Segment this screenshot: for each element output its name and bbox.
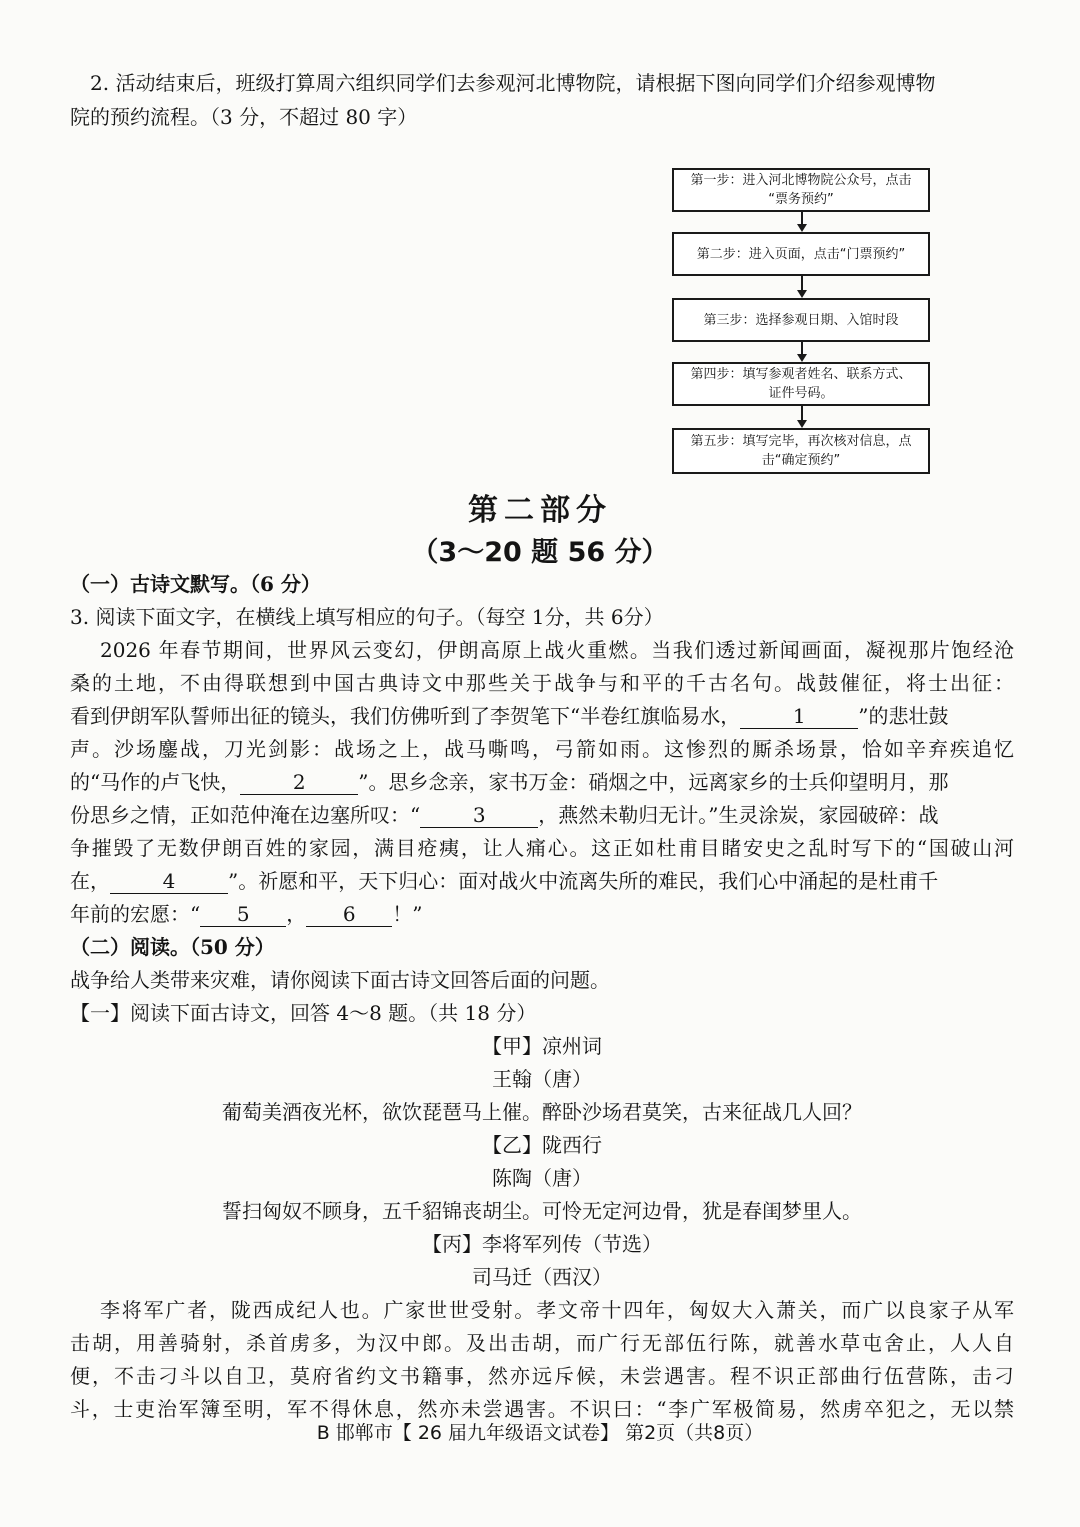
poem-a-author: 王翰（唐） [492, 1067, 592, 1091]
q3-paragraph-line: 份思乡之情，正如范仲淹在边塞所叹：“ 3 ，燕然未勒归无计。”生灵涂炭，家园破碎：战 [70, 803, 939, 827]
blank-1[interactable]: 1 [740, 704, 858, 729]
section1-heading: （一）古诗文默写。（6 分） [70, 572, 321, 596]
poem-b-author: 陈陶（唐） [492, 1166, 592, 1190]
q3-paragraph-line: 桑的土地，不由得联想到中国古典诗文中那些关于战争与和平的千古名句。战鼓催征，将士出征： [70, 671, 1014, 695]
flow-arrow-2 [797, 276, 807, 298]
question-2 [70, 66, 1015, 134]
part2-title: 第二部分 [468, 493, 612, 528]
prose-c-author: 司马迁（西汉） [472, 1265, 612, 1289]
q3-paragraph-line: 看到伊朗军队誓师出征的镜头，我们仿佛听到了李贺笔下“半卷红旗临易水， 1 ”的悲壮鼓 [70, 704, 949, 728]
q3-paragraph-line: 的“马作的卢飞快， 2 ”。思乡念亲，家书万金：硝烟之中，远离家乡的士兵仰望明月，那 [70, 770, 949, 794]
poem-b-text: 誓扫匈奴不顾身，五千貂锦丧胡尘。可怜无定河边骨，犹是春闺梦里人。 [222, 1199, 862, 1223]
blank-4[interactable]: 4 [110, 869, 228, 894]
poem-b-title: 【乙】陇西行 [482, 1133, 602, 1157]
q3-paragraph-line: 2026 年春节期间，世界风云变幻，伊朗高原上战火重燃。当我们透过新闻画面，凝视那片饱经沧 [100, 638, 1014, 662]
part2-subtitle: （3～20 题 56 分） [411, 537, 669, 568]
blank-3[interactable]: 3 [420, 803, 538, 828]
blank-2[interactable]: 2 [240, 770, 358, 795]
poem-a-title: 【甲】凉州词 [482, 1034, 602, 1058]
flow-step-3: 第三步：选择参观日期、入馆时段 [672, 298, 930, 342]
section-1 [70, 568, 1014, 1426]
flow-arrow-4 [797, 406, 807, 428]
group1-instruction: 【一】阅读下面古诗文，回答 4～8 题。（共 18 分） [70, 1001, 537, 1025]
q3-paragraph-line: 声。沙场鏖战，刀光剑影：战场之上，战马嘶鸣，弓箭如雨。这惨烈的厮杀场景，恰如辛弃疾追忆 [70, 737, 1014, 761]
q3-paragraph-line: 争摧毁了无数伊朗百姓的家园，满目疮痍，让人痛心。这正如杜甫目睹安史之乱时写下的“国破山河 [70, 836, 1014, 860]
flow-step-5: 第五步：填写完毕，再次核对信息，点 击“确定预约” [672, 428, 930, 474]
prose-c-title: 【丙】李将军列传（节选） [422, 1232, 662, 1256]
section2-intro: 战争给人类带来灾难，请你阅读下面古诗文回答后面的问题。 [70, 968, 610, 992]
prose-c-line: 斗，士吏治军簿至明，军不得休息，然亦未尝遇害。不识曰：“李广军极简易，然虏卒犯之，无以禁 [70, 1397, 1014, 1421]
q2-line2: 院的预约流程。（3 分，不超过 80 字） [70, 105, 418, 129]
blank-5[interactable]: 5 [200, 902, 286, 927]
poem-a-text: 葡萄美酒夜光杯，欲饮琵琶马上催。醉卧沙场君莫笑，古来征战几人回？ [222, 1100, 862, 1124]
flow-step-1: 第一步：进入河北博物院公众号，点击 “票务预约” [672, 168, 930, 212]
flow-step-2: 第二步：进入页面，点击“门票预约” [672, 232, 930, 276]
prose-c-line: 击胡，用善骑射，杀首虏多，为汉中郎。及出击胡，而广行无部伍行陈，就善水草屯舍止，人人自 [70, 1331, 1014, 1355]
flow-arrow-3 [797, 342, 807, 362]
q3-paragraph-line: 年前的宏愿：“ 5 ， 6 ！” [70, 902, 423, 926]
flow-arrow-1 [797, 212, 807, 232]
page-footer: B 邯郸市【 26 届九年级语文试卷】 第2页（共8页） [316, 1422, 764, 1444]
section2-heading: （二）阅读。（50 分） [70, 935, 275, 959]
q3-paragraph-line: 在， 4 ”。祈愿和平，天下归心：面对战火中流离失所的难民，我们心中涌起的是杜甫千 [70, 869, 939, 893]
blank-6[interactable]: 6 [306, 902, 392, 927]
prose-c-line: 李将军广者，陇西成纪人也。广家世世受射。孝文帝十四年，匈奴大入萧关，而广以良家子从军 [100, 1298, 1014, 1322]
flow-step-4: 第四步：填写参观者姓名、联系方式、 证件号码。 [672, 362, 930, 406]
prose-c-line: 便，不击刁斗以自卫，莫府省约文书籍事，然亦远斥候，未尝遇害。程不识正部曲行伍营陈，击刁 [70, 1364, 1014, 1388]
q3-prompt: 3. 阅读下面文字，在横线上填写相应的句子。（每空 1分，共 6分） [70, 605, 664, 629]
q2-line1: 2. 活动结束后，班级打算周六组织同学们去参观河北博物院，请根据下图向同学们介绍参观博物 [90, 71, 936, 95]
